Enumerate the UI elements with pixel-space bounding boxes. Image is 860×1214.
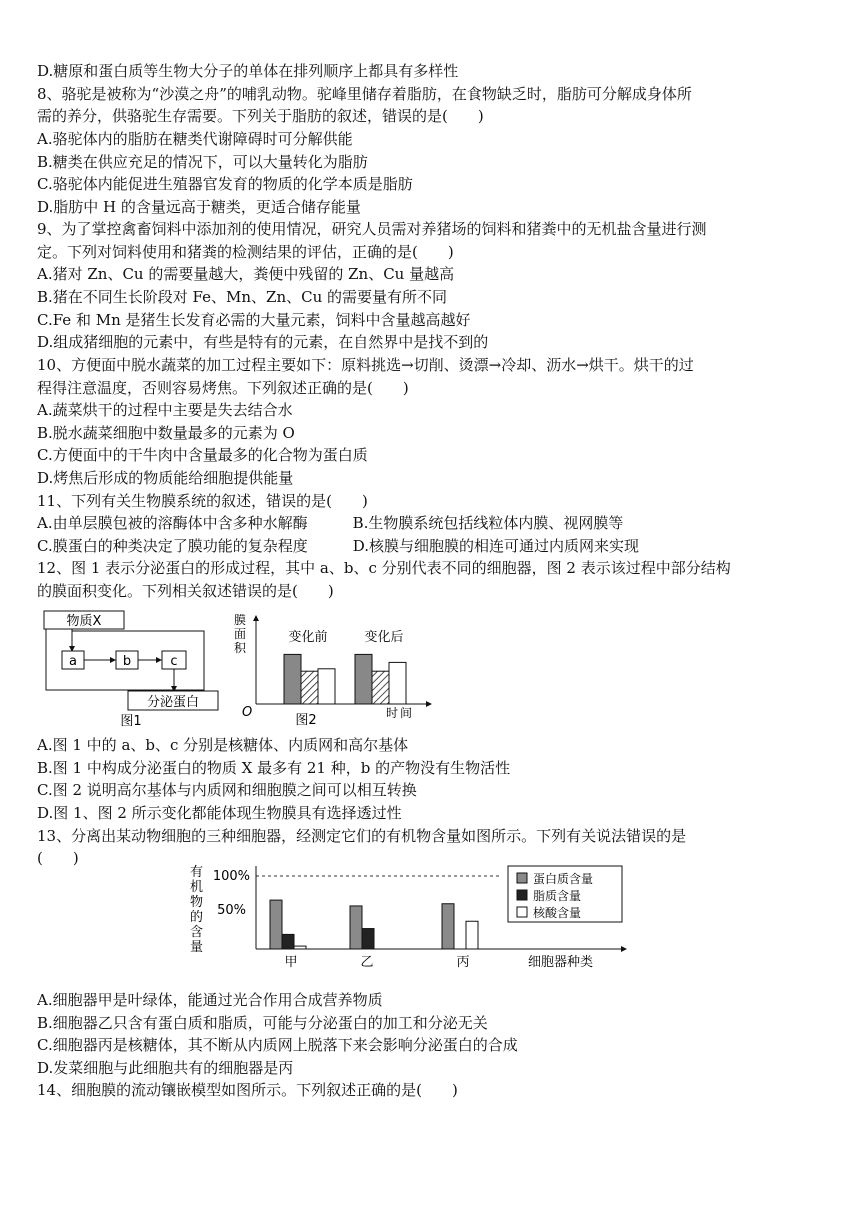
text-line: C.膜蛋白的种类决定了膜功能的复杂程度 D.核膜与细胞膜的相连可通过内质网来实现 [37, 537, 639, 555]
x-axis-label-1: 时 [386, 706, 399, 720]
y-axis-title-char: 的 [190, 910, 204, 925]
bar-after-2 [389, 662, 406, 704]
text-line: A.由单层膜包被的溶酶体中含多种水解酶 B.生物膜系统包括线粒体内膜、视网膜等 [37, 514, 624, 532]
text-line: 14、细胞膜的流动镶嵌模型如图所示。下列叙述正确的是( ) [37, 1081, 458, 1099]
text-line: C.细胞器丙是核糖体，其不断从内质网上脱落下来会影响分泌蛋白的合成 [37, 1036, 518, 1054]
y-axis-label-3: 积 [234, 641, 247, 655]
y-axis-title-char: 机 [190, 880, 204, 895]
x-axis-label-2: 间 [400, 706, 413, 720]
text-line: D.糖原和蛋白质等生物大分子的单体在排列顺序上都具有多样性 [37, 62, 459, 80]
bar-after-1 [372, 671, 389, 704]
text-line: B.细胞器乙只含有蛋白质和脂质，可能与分泌蛋白的加工和分泌无关 [37, 1014, 488, 1032]
substance-x-label: 物质X [66, 614, 102, 629]
figure-2-chart [226, 610, 446, 728]
text-line: D.烤焦后形成的物质能给细胞提供能量 [37, 469, 294, 487]
organelle-a-label: a [69, 654, 77, 669]
figure-2-caption: 图2 [295, 713, 317, 728]
bar-before-1 [301, 671, 318, 704]
origin-label: O [242, 705, 253, 720]
text-line: 10、方便面中脱水蔬菜的加工过程主要如下：原料挑选→切削、烫漂→冷却、沥水→烘干。烘干的过 [37, 356, 694, 374]
secreted-protein-label: 分泌蛋白 [146, 695, 200, 710]
text-line: 9、为了掌控禽畜饲料中添加剂的使用情况，研究人员需对养猪场的饲料和猪粪中的无机盐含量进行测 [37, 220, 707, 238]
bar-after-0 [355, 654, 372, 704]
bar-甲-nucleic [294, 946, 306, 949]
text-line: C.Fe 和 Mn 是猪生长发育必需的大量元素，饲料中含量越高越好 [37, 311, 471, 329]
text-line: A.图 1 中的 a、b、c 分别是核糖体、内质网和高尔基体 [37, 736, 409, 754]
category-label-after: 变化后 [364, 630, 404, 645]
legend-protein: 蛋白质含量 [533, 872, 594, 886]
bar-before-0 [284, 654, 301, 704]
organelle-b-label: b [122, 654, 132, 669]
text-line: 需的养分，供骆驼生存需要。下列关于脂肪的叙述，错误的是( ) [37, 107, 484, 125]
bar-乙-protein [350, 906, 362, 949]
text-line: B.猪在不同生长阶段对 Fe、Mn、Zn、Cu 的需要量有所不同 [37, 288, 448, 306]
text-line: 8、骆驼是被称为“沙漠之舟”的哺乳动物。驼峰里储存着脂肪，在食物缺乏时，脂肪可分解成身体所 [37, 85, 692, 103]
text-line: A.蔬菜烘干的过程中主要是失去结合水 [37, 401, 293, 419]
y-axis-title-char: 有 [190, 865, 204, 880]
text-line: 13、分离出某动物细胞的三种细胞器，经测定它们的有机物含量如图所示。下列有关说法错误的是 [37, 827, 687, 845]
legend-swatch-nucleic [517, 907, 527, 917]
y-axis-label-1: 膜 [234, 613, 247, 627]
text-line: D.组成猪细胞的元素中，有些是特有的元素，在自然界中是找不到的 [37, 333, 489, 351]
text-line: C.图 2 说明高尔基体与内质网和细胞膜之间可以相互转换 [37, 781, 417, 799]
category-yi: 乙 [360, 955, 374, 970]
category-label-before: 变化前 [288, 630, 328, 645]
legend-nucleic: 核酸含量 [533, 906, 582, 920]
bar-乙-lipid [362, 929, 374, 949]
text-line: 定。下列对饲料使用和猪粪的检测结果的评估，正确的是( ) [37, 243, 454, 261]
text-line: A.猪对 Zn、Cu 的需要量越大，粪便中残留的 Zn、Cu 量越高 [37, 265, 455, 283]
text-line: A.细胞器甲是叶绿体，能通过光合作用合成营养物质 [37, 991, 383, 1009]
bar-甲-protein [270, 900, 282, 949]
text-line: B.脱水蔬菜细胞中数量最多的元素为 O [37, 424, 295, 442]
y-axis-title [190, 865, 203, 955]
category-bing: 丙 [456, 955, 470, 970]
x-axis-title: 细胞器种类 [528, 955, 594, 970]
organelle-c-label: c [170, 654, 178, 669]
text-line: 的膜面积变化。下列相关叙述错误的是( ) [37, 582, 334, 600]
text-line: B.图 1 中构成分泌蛋白的物质 X 最多有 21 种，b 的产物没有生物活性 [37, 759, 511, 777]
y-axis-title-char: 量 [190, 940, 204, 955]
text-line: ( ) [37, 849, 79, 867]
legend-swatch-lipid [517, 890, 527, 900]
tick-100: 100% [212, 869, 250, 884]
text-line: 11、下列有关生物膜系统的叙述，错误的是( ) [37, 492, 368, 510]
text-line: A.骆驼体内的脂肪在糖类代谢障碍时可分解供能 [37, 130, 353, 148]
y-axis-title-char: 物 [190, 895, 204, 910]
category-jia: 甲 [284, 955, 298, 970]
figure-3-chart [186, 862, 630, 974]
bar-before-2 [318, 669, 335, 704]
bar-丙-nucleic [466, 921, 478, 949]
text-line: B.糖类在供应充足的情况下，可以大量转化为脂肪 [37, 153, 368, 171]
legend-lipid: 脂质含量 [533, 889, 582, 903]
text-line: 程得注意温度，否则容易烤焦。下列叙述正确的是( ) [37, 379, 409, 397]
bar-丙-protein [442, 904, 454, 949]
text-line: D.脂肪中 H 的含量远高于糖类，更适合储存能量 [37, 198, 361, 216]
text-line: D.图 1、图 2 所示变化都能体现生物膜具有选择透过性 [37, 804, 402, 822]
y-axis-title-char: 含 [190, 925, 204, 940]
legend-swatch-protein [517, 873, 527, 883]
text-line: D.发菜细胞与此细胞共有的细胞器是丙 [37, 1059, 294, 1077]
text-line: C.方便面中的干牛肉中含量最多的化合物为蛋白质 [37, 446, 368, 464]
text-line: C.骆驼体内能促进生殖器官发育的物质的化学本质是脂肪 [37, 175, 413, 193]
figure-1-caption: 图1 [120, 714, 142, 729]
bar-甲-lipid [282, 934, 294, 949]
tick-50: 50% [217, 903, 246, 918]
text-line: 12、图 1 表示分泌蛋白的形成过程，其中 a、b、c 分别代表不同的细胞器，图 2 表示该过程中部分结构 [37, 559, 731, 577]
figure-1-diagram [36, 608, 226, 730]
y-axis-label-2: 面 [234, 627, 247, 641]
